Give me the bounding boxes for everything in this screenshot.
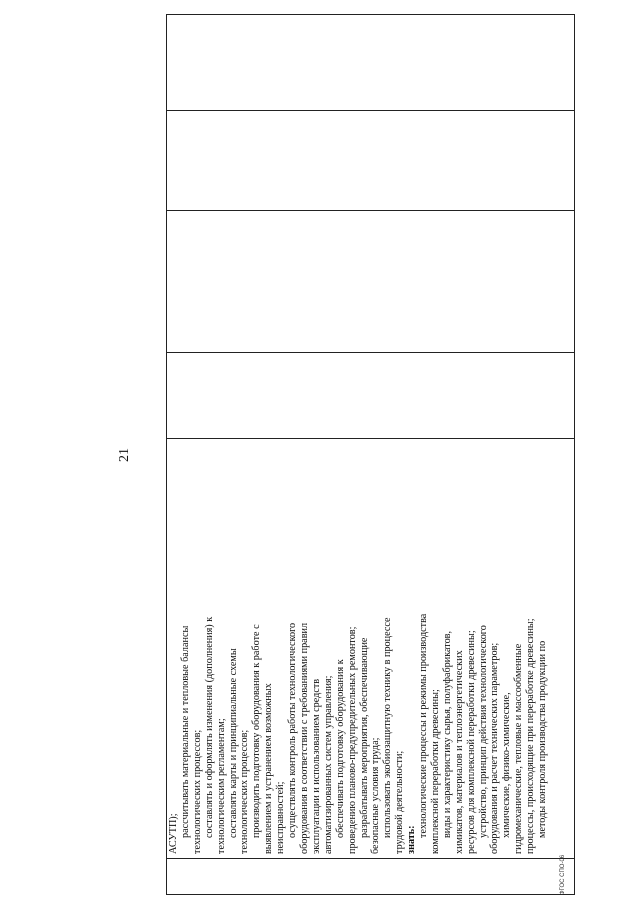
text-line: составлять и оформлять изменения (дополнения) к [203,616,215,838]
footer-code: ФГОС СПО-06 [560,854,566,895]
text-line: АСУТП); [168,813,179,854]
text-line: оборудования в соответствии с требованиями правил [298,622,310,854]
text-line: обеспечивать подготовку оборудования к [334,659,346,838]
text-line: выявлением и устранением возможных [263,683,275,854]
text-line: виды и характеристику сырья, полуфабрикатов, [441,630,453,838]
text-line: технологических процессов; [191,729,203,854]
text-line: устройство, принцип действия технологического [477,625,489,838]
text-line: химические, физико-химические, [501,692,513,838]
text-line: осуществлять контроль работы технологического [287,622,299,838]
text-line: комплексной переработки древесины; [429,689,441,854]
empty-cell [167,353,575,439]
text-line: ресурсов для комплексной переработки древесины; [465,630,477,854]
text-line: технологические процессы и режимы производства [418,613,430,838]
section-heading: знать: [406,825,418,854]
text-line: автоматизированных систем управления; [322,675,334,854]
table-row [167,15,575,895]
text-line: неисправностей; [275,781,287,854]
hours-cell [167,111,575,211]
text-line: технологическим регламентам; [215,718,227,854]
text-line: использовать экобиозащитную технику в процессе [382,617,394,838]
text-line: рассчитывать материальные и тепловые балансы [179,625,191,838]
text-line: проведению планово-предупредительных ремонтов; [346,626,358,854]
discipline-cell [167,211,575,353]
text-line: эксплуатации и использованием средств [310,678,322,854]
competence-cell [167,15,575,111]
text-line: технологических процессов; [239,729,251,854]
rotated-page-content [105,15,575,895]
text-line: разрабатывать мероприятия, обеспечивающие [358,637,370,838]
text-line: производить подготовку оборудования к работе с [251,624,263,838]
text-line: составлять карты и принципиальные схемы [227,648,239,838]
text-line: оборудования и расчет технических параметров; [489,642,501,854]
index-cell [167,859,575,895]
skills-knowledge-cell [167,439,575,859]
text-line: трудовой деятельности; [394,750,406,854]
text-line: гидромеханические, тепловые и массообменные [513,643,525,854]
text-line: процессы, происходящие при переработке древесины; [525,618,537,854]
text-line: безопасные условия труда; [370,737,382,854]
text-line: химикатов, материалов и теплоэнергетических [453,650,465,854]
standard-table [166,14,575,895]
page-number: 21 [117,448,132,462]
text-line: методы контроля производства продукции по [537,640,549,838]
